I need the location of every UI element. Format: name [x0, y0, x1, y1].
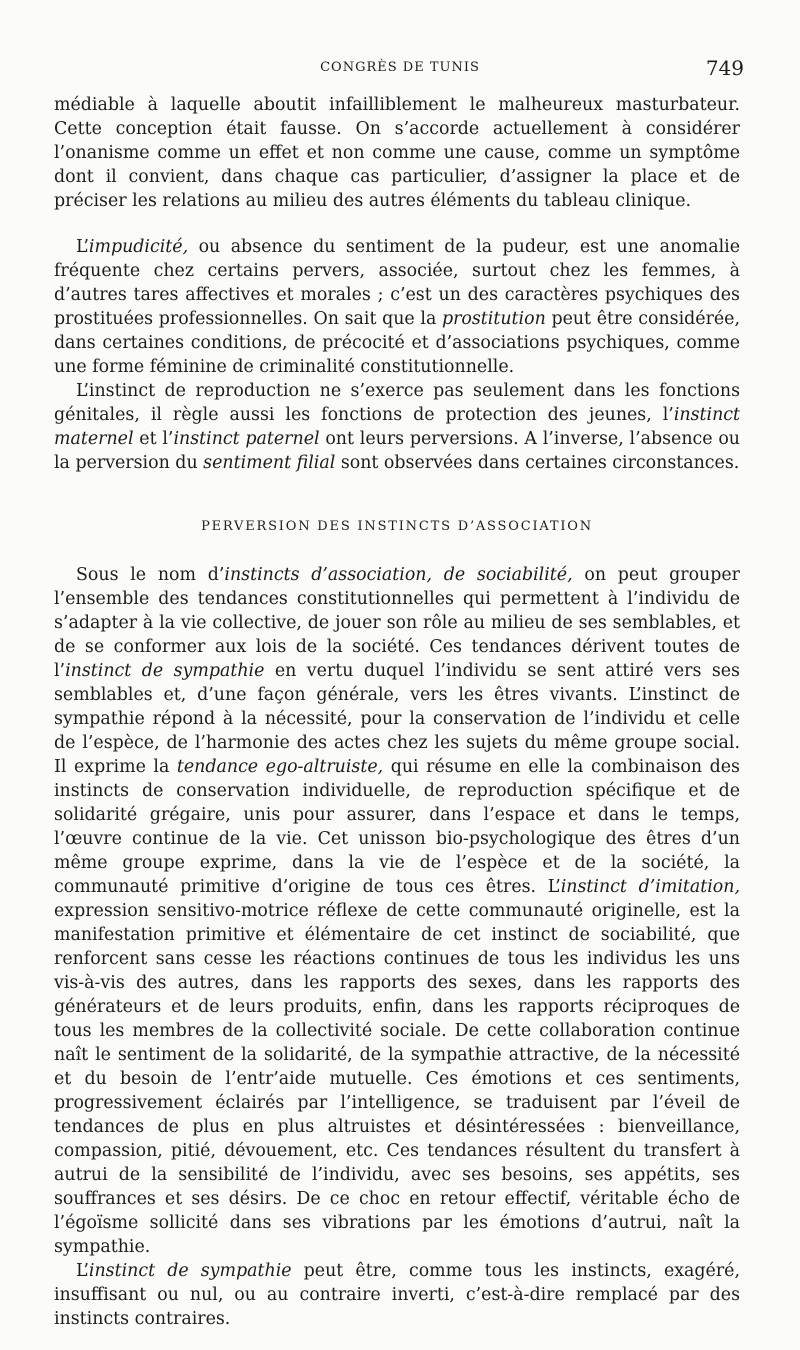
paragraph-reproduction: L’instinct de reproduction ne s’exerce pas seulement dans les fonctions génitales, il règle aussi les fonctions de protection des jeunes, l’instinct maternel et l’instinct paternel ont leurs perversions. A l’inverse, l’absence ou la perversion du sentiment filial sont observées dans certaines circonstances.: [54, 381, 741, 473]
italic-term-impudicite: impudicité,: [88, 237, 189, 257]
italic-term-instinct-paternel: instinct paternel: [173, 429, 320, 449]
page-number: 749: [705, 56, 744, 80]
italic-term-instinct-sympathie: instinct de sympathie: [65, 661, 265, 681]
paragraph-impudicite: L’impudicité, ou absence du sentiment de la pudeur, est une anomalie fréquente chez certains pervers, associée, surtout chez les femmes, à d’autres tares affectives et morales ; c’est un des caractères psychiques des prostituées professionnelles. On sait que la prostitution peut être considérée, dans certaines conditions, de précocité et d’associations psychiques, comme une forme féminine de criminalité constitutionnelle.: [54, 237, 740, 377]
italic-term-instinct-imitation: instinct d’imitation,: [560, 877, 741, 897]
italic-term-instinct-de-sympathie: instinct de sympathie: [88, 1261, 292, 1281]
page-header: [56, 56, 744, 84]
italic-term-tendance-ego-altruiste: tendance ego-altruiste,: [176, 757, 384, 777]
paragraph-association: Sous le nom d’instincts d’association, de sociabilité, on peut grouper l’ensemble des tendances constitutionnelles qui permettent à l’individu de s’adapter à la vie collective, de jouer son rôle au milieu de ses semblables, et de se conformer aux lois de la société. Ces tendances dérivent toutes de l’instinct de sympathie en vertu duquel l’individu se sent attiré vers ses semblables et, d’une façon générale, vers les êtres vivants. L’instinct de sympathie répond à la nécessité, pour la conservation de l’individu et celle de l’espèce, de l’harmonie des actes chez les sujets du même groupe social. Il exprime la tendance ego-altruiste, qui résume en elle la combinaison des instincts de conservation individuelle, de reproduction spécifique et de solidarité grégaire, unis pour assurer, dans l’espace et dans le temps, l’œuvre continue de la vie. Cet unisson bio-psychologique des êtres d’un même groupe exprime, dans la vie de l’espèce et de la société, la communauté primitive d’origine de tous ces êtres. L’instinct d’imitation, expression sensitivo-motrice réflexe de cette communauté originelle, est la manifestation primitive et élémentaire de cet instinct de sociabilité, que renforcent sans cesse les réactions continues de tous les individus les uns vis-à-vis des autres, dans les rapports des sexes, dans les rapports des générateurs et de leurs produits, enfin, dans les rapports réciproques de tous les membres de la collectivité sociale. De cette collaboration continue naît le sentiment de la solidarité, de la sympathie attractive, de la nécessité et du besoin de l’entr’aide mutuelle. Ces émotions et ces sentiments, progressivement éclairés par l’intelligence, se traduisent par l’éveil de tendances de plus en plus altruistes et désintéressées : bienveillance, compassion, pitié, dévouement, etc. Ces tendances résultent du transfert à autrui de la sensibilité de l’individu, avec ses besoins, ses appétits, ses souffrances et ses désirs. De ce choc en retour effectif, véritable écho de l’égoïsme sollicité dans ses vibrations par les émotions d’autrui, naît la sympathie.: [54, 565, 741, 1257]
italic-term-sentiment-filial: sentiment filial: [203, 453, 336, 473]
italic-term-instinct-maternel: instinct maternel: [54, 405, 740, 449]
paragraph-continuation: médiable à laquelle aboutit infailliblement le malheureux masturbateur. Cette conception était fausse. On s’accorde actuellement à considérer l’onanisme comme un effet et non comme une cause, comme un symptôme dont il convient, dans chaque cas particulier, d’assigner la place et de préciser les relations au milieu des autres éléments du tableau clinique.: [54, 95, 740, 211]
running-title: CONGRÈS DE TUNIS: [320, 60, 480, 75]
italic-term-prostitution: prostitution: [441, 309, 546, 329]
page-body: [54, 93, 740, 1331]
section-heading: PERVERSION DES INSTINCTS D’ASSOCIATION: [201, 519, 593, 534]
paragraph-sympathie: L’instinct de sympathie peut être, comme tous les instincts, exagéré, insuffisant ou nul, ou au contraire inverti, c’est-à-dire remplacé par des instincts contraires.: [54, 1261, 740, 1329]
italic-term-instincts-association: instincts d’association, de sociabilité,: [224, 565, 573, 585]
